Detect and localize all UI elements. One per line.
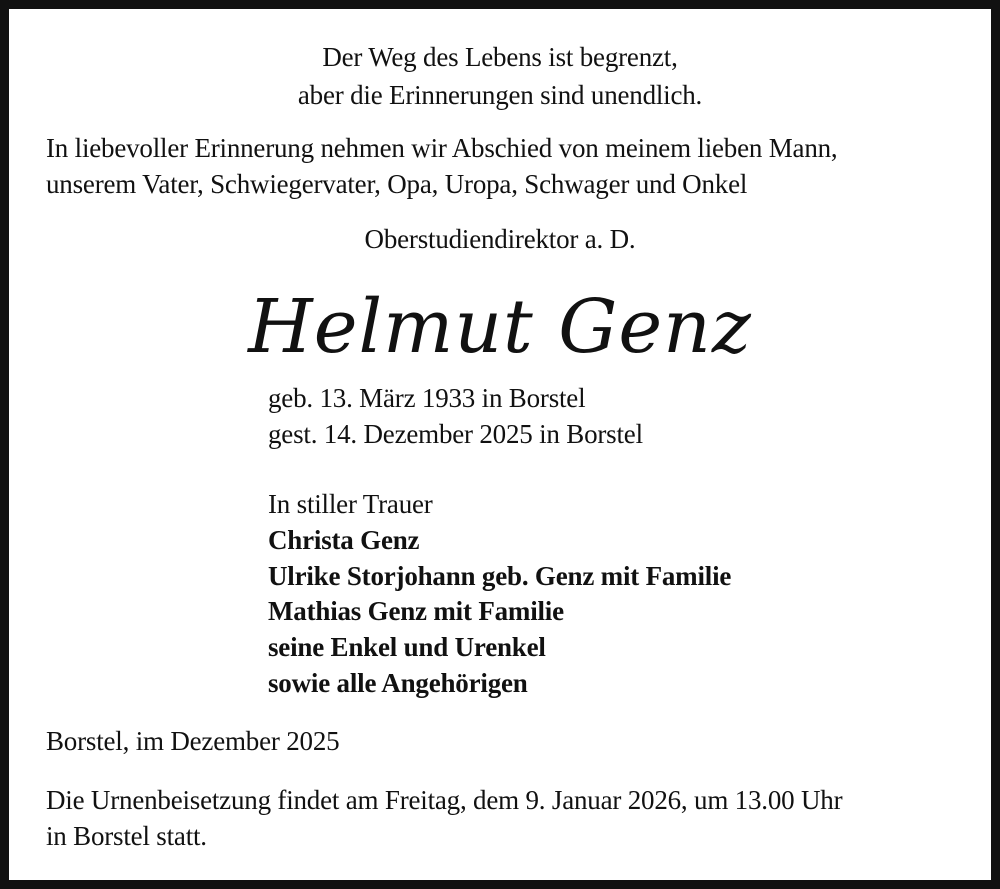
deceased-name-script	[230, 270, 770, 380]
mourner-name: seine Enkel und Urenkel	[268, 632, 546, 662]
birth-line: geb. 13. März 1933 in Borstel	[268, 383, 586, 413]
mourner-name: Ulrike Storjohann geb. Genz mit Familie	[268, 561, 732, 591]
mourners-heading: In stiller Trauer	[268, 489, 433, 519]
deceased-name-text: Helmut Genz	[248, 284, 752, 370]
place-date: Borstel, im Dezember 2025	[46, 726, 340, 756]
intro-line-2: unserem Vater, Schwiegervater, Opa, Uropa, Schwager und Onkel	[46, 169, 748, 199]
funeral-line-1: Die Urnenbeisetzung findet am Freitag, dem 9. Januar 2026, um 13.00 Uhr	[46, 785, 843, 815]
deceased-title: Oberstudiendirektor a. D.	[364, 224, 636, 254]
motto-line-1: Der Weg des Lebens ist begrenzt,	[322, 42, 678, 72]
mourner-name: sowie alle Angehörigen	[268, 668, 528, 698]
mourner-name: Christa Genz	[268, 525, 420, 555]
death-line: gest. 14. Dezember 2025 in Borstel	[268, 419, 643, 449]
intro-line-1: In liebevoller Erinnerung nehmen wir Abschied von meinem lieben Mann,	[46, 133, 838, 163]
funeral-line-2: in Borstel statt.	[46, 821, 207, 851]
motto-line-2: aber die Erinnerungen sind unendlich.	[297, 80, 703, 110]
mourner-name: Mathias Genz mit Familie	[268, 596, 564, 626]
